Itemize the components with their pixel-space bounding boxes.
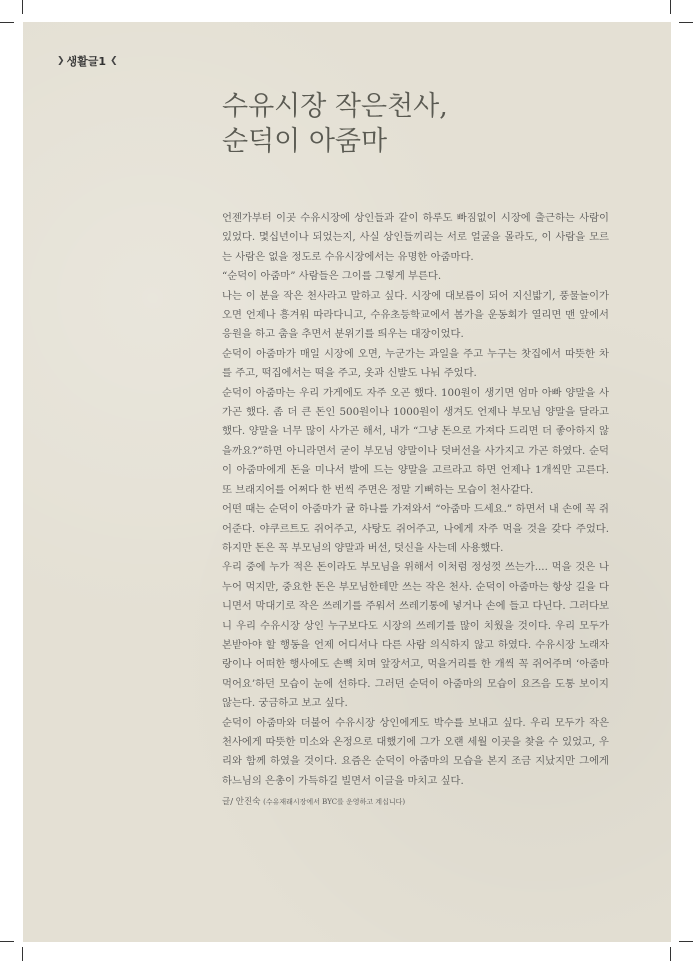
section-tag-label: 생활글1: [66, 55, 107, 68]
byline-note: (수유재래시장에서 BYC를 운영하고 계십니다): [263, 798, 406, 807]
section-tag-mark-right-icon: ❮: [110, 56, 116, 66]
crop-mark: [670, 0, 671, 14]
crop-mark: [22, 947, 23, 961]
section-tag: [57, 53, 116, 69]
crop-mark: [679, 941, 693, 942]
crop-mark: [679, 22, 693, 23]
paragraph-7: 우리 중에 누가 적은 돈이라도 부모님을 위해서 이처럼 정성껏 쓰는가.... 먹을 것은 나누어 먹지만, 중요한 돈은 부모님한테만 쓰는 작은 천사. 순덕이 아줌마는 항상 길을 다니면서 막대기로 작은 쓰레기를 주워서 쓰레기통에 넣거나 손에 들고 다닌다. 그러다보니 우리 수유시장 상인 누구보다도 시장의 쓰레기를 많이 치웠을 것이다. 우리 모두가 본받아야 할 행동을 언제 어디서나 다른 사람 의식하지 않고 하였다. 수유시장 노래자랑이나 어떠한 행사에도 손뼉 치며 앞장서고, 먹을거리를 한 개씩 꼭 쥐어주며 ‘아줌마 먹어요’하던 모습이 눈에 선하다. 그러던 순덕이 아줌마의 모습이 요즈음 도통 보이지 않는다. 궁금하고 보고 싶다.: [222, 561, 609, 710]
article-title: [222, 89, 448, 159]
article-body: [222, 209, 609, 807]
article-title-line2: 순덕이 아줌마: [222, 126, 388, 157]
paragraph-3: 나는 이 분을 작은 천사라고 말하고 싶다. 시장에 대보름이 되어 지신밟기, 풍물놀이가 오면 언제나 흥겨워 따라다니고, 수유초등학교에서 봄가을 운동회가 열리면 맨 앞에서 응원을 하고 춤을 추면서 분위기를 띄우는 대장이었다.: [222, 289, 609, 341]
byline: [222, 795, 609, 807]
paragraph-5: 순덕이 아줌마는 우리 가게에도 자주 오곤 했다. 100원이 생기면 엄마 아빠 양말을 사가곤 했다. 좀 더 큰 돈인 500원이나 1000원이 생겨도 언제나 부모님 양말을 달라고 했다. 양말을 너무 많이 사가곤 해서, 내가 “그냥 돈으로 가져다 드리면 더 좋아하지 않을까요?”하면 아니라면서 굳이 부모님 양말이나 덧버선을 사가지고 가곤 하였다. 순덕이 아줌마에게 돈을 미나서 발에 드는 양말을 고르라고 하면 언제나 1개씩만 고른다. 또 브래지어를 어쩌다 한 번씩 주면은 정말 기뻐하는 모습이 천사같다.: [222, 386, 609, 496]
page-sheet: [23, 22, 671, 942]
article-title-line1: 수유시장 작은천사,: [222, 91, 448, 122]
paragraph-6: 어떤 때는 순덕이 아줌마가 귤 하나를 가져와서 “아줌마 드세요.” 하면서 내 손에 꼭 쥐어준다. 야쿠르트도 쥐어주고, 사탕도 쥐어주고, 나에게 자주 먹을 것을 갖다 주었다. 하지만 돈은 꼭 부모님의 양말과 버선, 덧신을 사는데 사용했다.: [222, 503, 609, 554]
paragraph-8: 순덕이 아줌마와 더불어 수유시장 상인에게도 박수를 보내고 싶다. 우리 모두가 작은 천사에게 따뜻한 미소와 온정으로 대했기에 그가 오랜 세월 이곳을 찾을 수 있었고, 우리와 함께 하였을 것이다. 요즘은 순덕이 아줌마의 모습을 본지 조금 지났지만 그에게 하느님의 은총이 가득하길 빌면서 이글을 마치고 싶다.: [222, 716, 609, 787]
section-tag-mark-left-icon: ❯: [57, 56, 63, 66]
crop-mark: [0, 22, 14, 23]
paragraph-4: 순덕이 아줌마가 매일 시장에 오면, 누군가는 과일을 주고 누구는 찻집에서 따뜻한 차를 주고, 떡집에서는 떡을 주고, 옷과 신발도 나눠 주었다.: [222, 347, 609, 380]
paragraph-2: “순덕이 아줌마” 사람들은 그이를 그렇게 부른다.: [222, 270, 442, 283]
crop-mark: [670, 947, 671, 961]
byline-author: 글/ 안진숙: [222, 797, 261, 808]
paragraph-1: 언젠가부터 이곳 수유시장에 상인들과 같이 하루도 빠짐없이 시장에 출근하는 사람이 있었다. 몇십년이나 되었는지, 사실 상인들끼리는 서로 얼굴을 몰라도, 이 사람을 모르는 사람은 없을 정도로 수유시장에서는 유명한 아줌마다.: [222, 212, 609, 263]
crop-mark: [0, 941, 14, 942]
crop-mark: [22, 0, 23, 14]
